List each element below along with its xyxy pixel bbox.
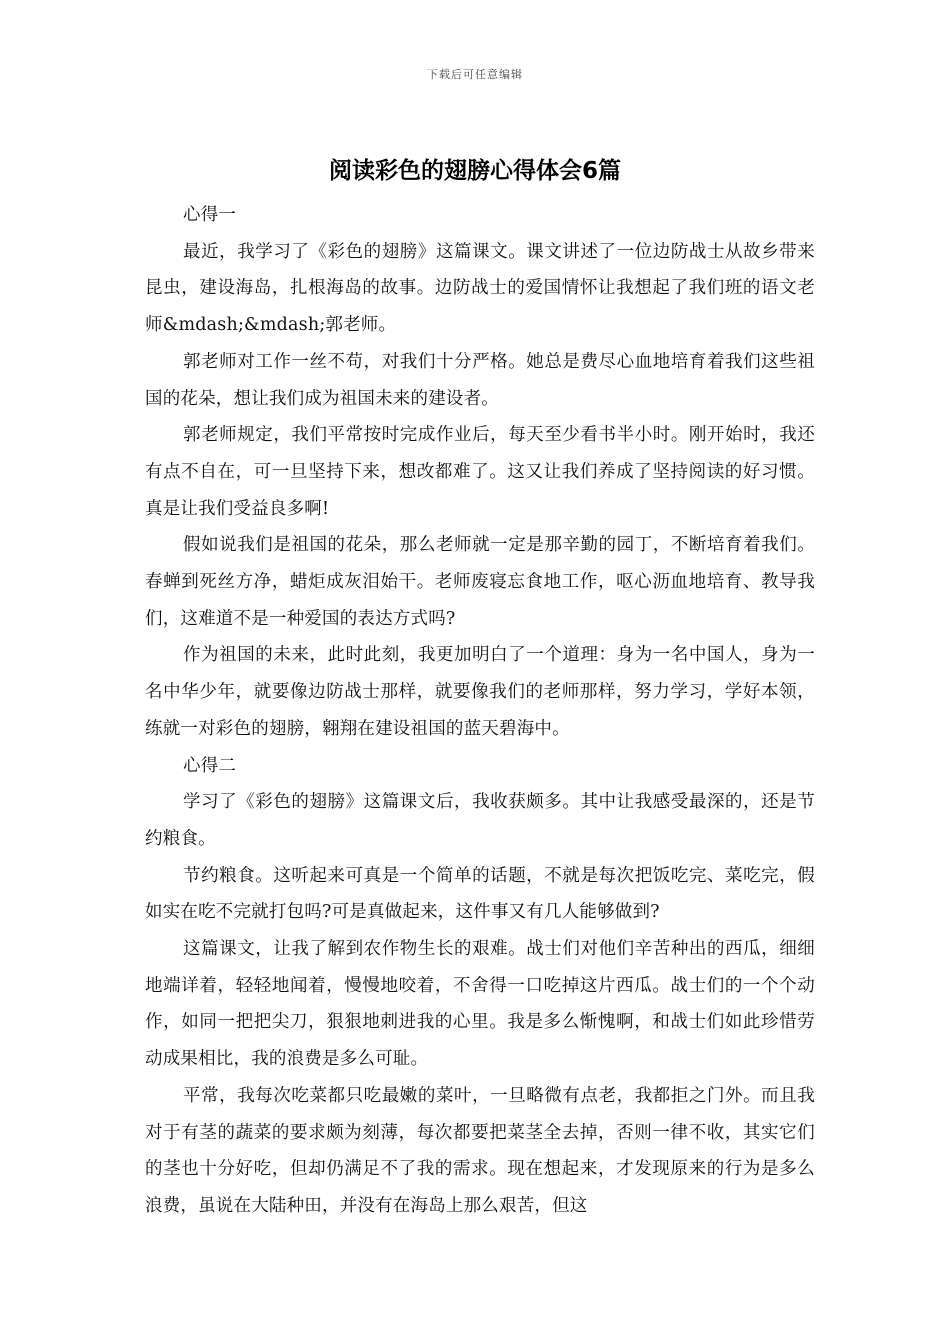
paragraph: 最近，我学习了《彩色的翅膀》这篇课文。课文讲述了一位边防战士从故乡带来昆虫，建设海岛，扎根海岛的故事。边防战士的爱国情怀让我想起了我们班的语文老师&mdash;&mdash;郭老师。 — [145, 241, 815, 336]
paragraph: 假如说我们是祖国的花朵，那么老师就一定是那辛勤的园丁，不断培育着我们。春蝉到死丝方净，蜡炬成灰泪始干。老师废寝忘食地工作，呕心沥血地培育、教导我们，这难道不是一种爱国的表达方式吗? — [145, 535, 815, 629]
paragraph: 作为祖国的未来，此时此刻，我更加明白了一个道理：身为一名中国人，身为一名中华少年，就要像边防战士那样，就要像我们的老师那样，努力学习，学好本领，练就一对彩色的翅膀，翱翔在建设祖国的蓝天碧海中。 — [145, 645, 815, 739]
document-title: 阅读彩色的翅膀心得体会6篇 — [328, 158, 621, 184]
section-heading-1: 心得一 — [183, 205, 237, 225]
header-note: 下载后可任意编辑 — [427, 68, 523, 81]
paragraph: 郭老师对工作一丝不苟，对我们十分严格。她总是费尽心血地培育着我们这些祖国的花朵，想让我们成为祖国未来的建设者。 — [145, 351, 815, 409]
paragraph: 这篇课文，让我了解到农作物生长的艰难。战士们对他们辛苦种出的西瓜，细细地端详着，轻轻地闻着，慢慢地咬着，不舍得一口吃掉这片西瓜。战士们的一个个动作，如同一把把尖刀，狠狠地刺进我的心里。我是多么惭愧啊，和战士们如此珍惜劳动成果相比，我的浪费是多么可耻。 — [145, 939, 815, 1070]
paragraph: 平常，我每次吃菜都只吃最嫩的菜叶，一旦略微有点老，我都拒之门外。而且我对于有茎的蔬菜的要求颇为刻薄，每次都要把菜茎全去掉，否则一律不收，其实它们的茎也十分好吃，但却仍满足不了我的需求。现在想起来，才发现原来的行为是多么浪费，虽说在大陆种田，并没有在海岛上那么艰苦，但这 — [145, 1085, 815, 1216]
paragraph: 学习了《彩色的翅膀》这篇课文后，我收获颇多。其中让我感受最深的，还是节约粮食。 — [145, 792, 815, 849]
section-heading-2: 心得二 — [183, 755, 237, 776]
paragraph: 郭老师规定，我们平常按时完成作业后，每天至少看书半小时。刚开始时，我还有点不自在，可一旦坚持下来，想改都难了。这又让我们养成了坚持阅读的好习惯。真是让我们受益良多啊! — [145, 425, 815, 519]
paragraph: 节约粮食。这听起来可真是一个简单的话题，不就是每次把饭吃完、菜吃完，假如实在吃不完就打包吗?可是真做起来，这件事又有几人能够做到? — [145, 865, 815, 923]
document-body — [145, 197, 815, 1225]
